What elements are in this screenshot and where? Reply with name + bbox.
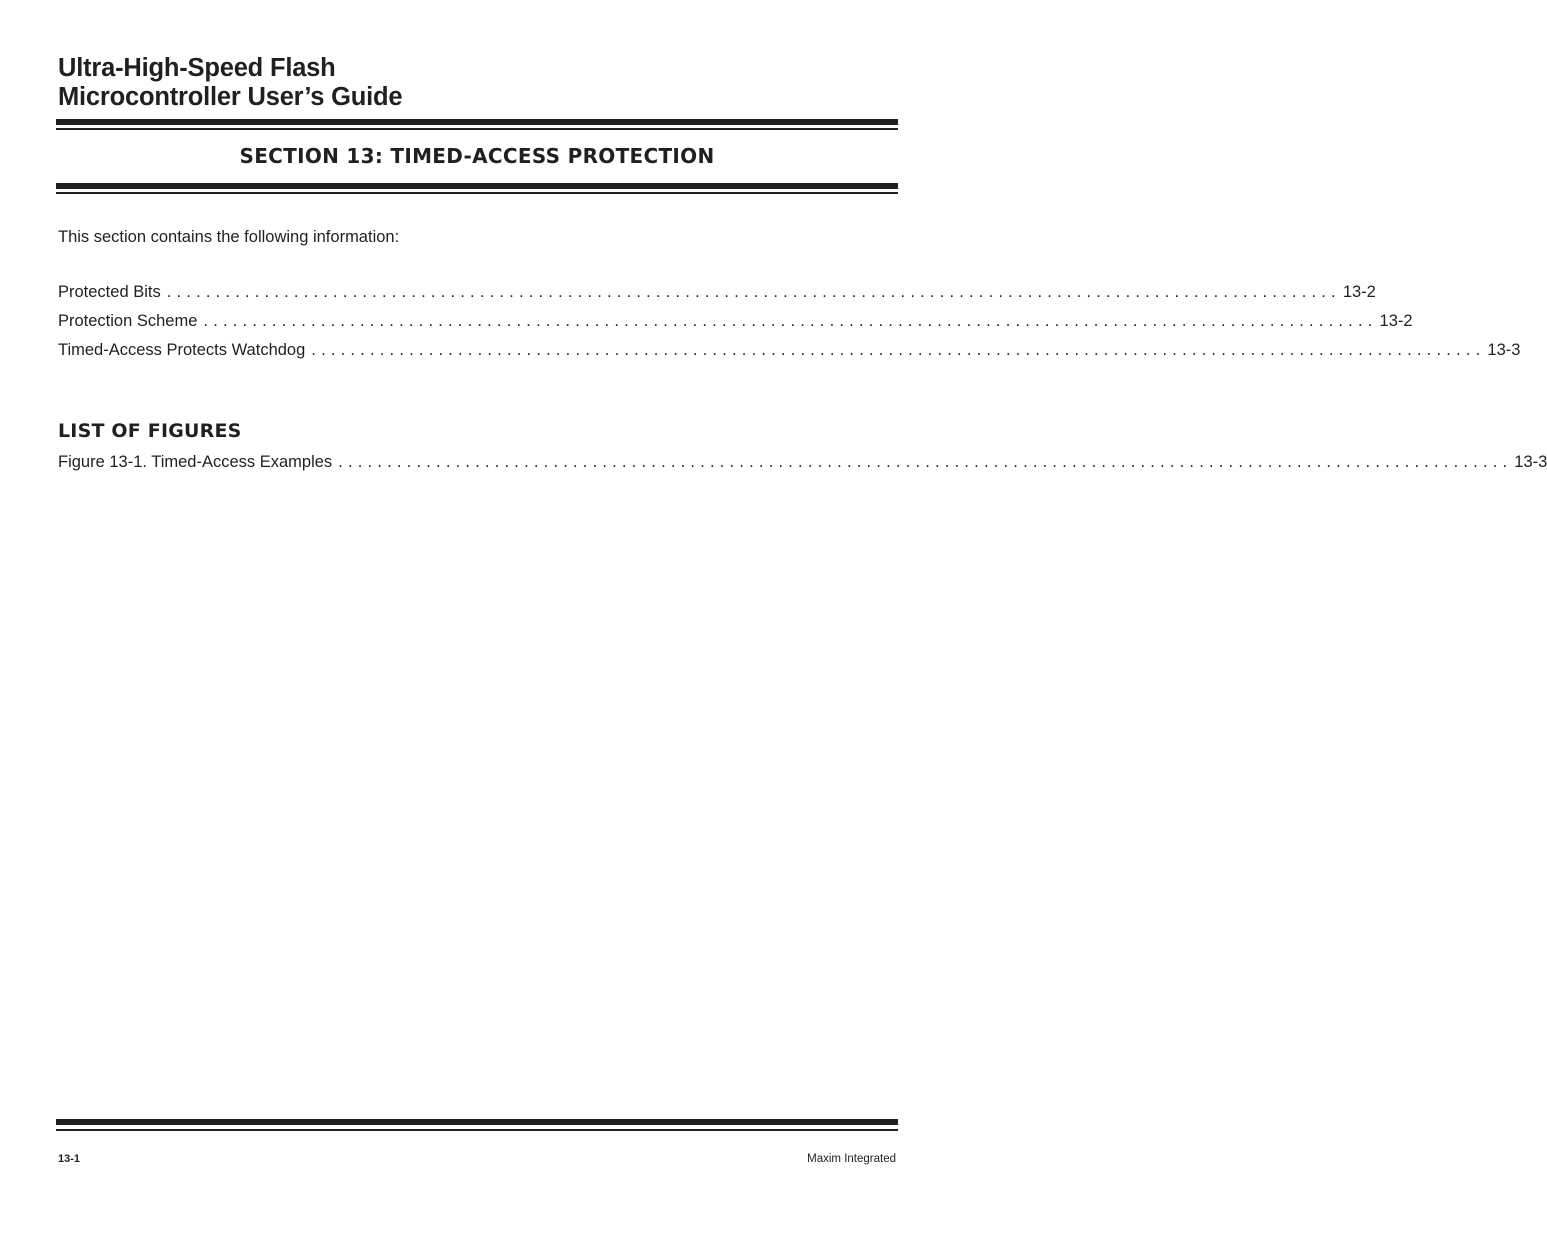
document-title bbox=[58, 54, 402, 112]
toc-entry-label: Protected Bits bbox=[58, 283, 161, 301]
lof-entry-figure-13-1[interactable] bbox=[58, 452, 1547, 481]
toc-dot-leader: ........................................................................................................................ bbox=[203, 312, 1378, 330]
section-rule-thin bbox=[56, 192, 898, 194]
list-of-figures-heading: LIST OF FIGURES bbox=[58, 420, 242, 442]
table-of-contents bbox=[58, 282, 1521, 369]
document-title-line2: Microcontroller User’s Guide bbox=[58, 83, 403, 111]
toc-entry-protection-scheme[interactable] bbox=[58, 311, 1413, 340]
footer-page-number: 13-1 bbox=[58, 1153, 81, 1165]
lof-entry-page: 13-3 bbox=[1514, 453, 1547, 471]
list-of-figures bbox=[58, 452, 1547, 481]
toc-entry-page: 13-3 bbox=[1487, 341, 1521, 359]
footer-rule-thick bbox=[56, 1119, 898, 1125]
toc-dot-leader: ........................................................................................................................ bbox=[166, 283, 1341, 301]
section-heading: SECTION 13: TIMED-ACCESS PROTECTION bbox=[239, 144, 715, 168]
document-title-line1: Ultra-High-Speed Flash bbox=[58, 54, 336, 82]
section-rule-thick bbox=[56, 183, 898, 189]
lof-dot-leader: ........................................................................................................................ bbox=[338, 453, 1513, 471]
toc-entry-label: Protection Scheme bbox=[58, 312, 198, 330]
toc-entry-label: Timed-Access Protects Watchdog bbox=[58, 341, 306, 359]
toc-entry-protected-bits[interactable] bbox=[58, 282, 1376, 311]
intro-text: This section contains the following information: bbox=[58, 228, 400, 246]
toc-entry-page: 13-2 bbox=[1342, 283, 1376, 301]
toc-entry-page: 13-2 bbox=[1379, 312, 1413, 330]
lof-entry-label: Figure 13-1. Timed-Access Examples bbox=[58, 453, 333, 471]
footer-rule-thin bbox=[56, 1129, 898, 1131]
footer-company: Maxim Integrated bbox=[807, 1153, 896, 1165]
header-rule-thick bbox=[56, 119, 898, 125]
toc-dot-leader: ........................................................................................................................ bbox=[311, 341, 1486, 359]
toc-entry-timed-access-watchdog[interactable] bbox=[58, 340, 1521, 369]
header-rule-thin bbox=[56, 128, 898, 130]
